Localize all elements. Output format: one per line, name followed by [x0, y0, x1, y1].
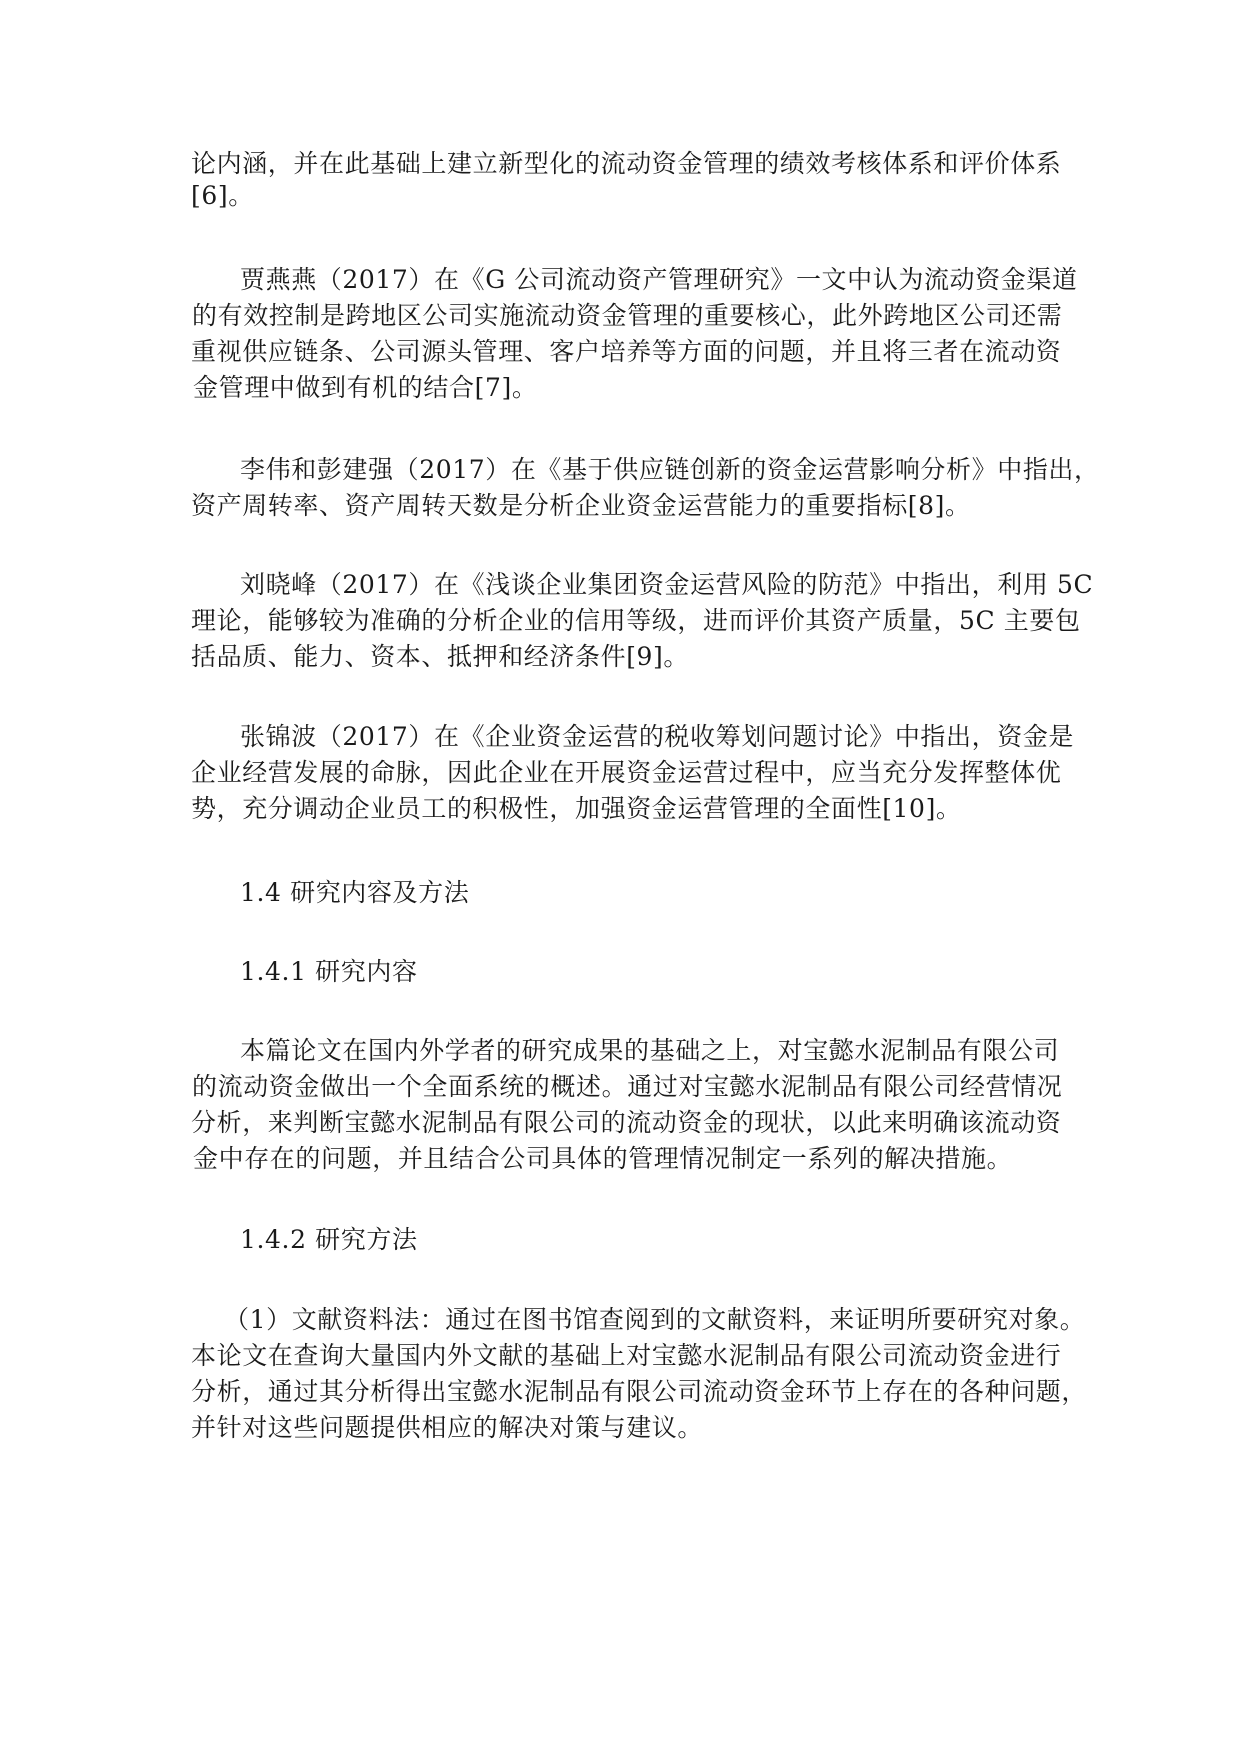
paragraph-line: 张锦波（2017）在《企业资金运营的税收筹划问题讨论》中指出，资金是	[240, 722, 1075, 751]
paragraph-line: 资产周转率、资产周转天数是分析企业资金运营能力的重要指标[8]。	[191, 491, 971, 520]
paragraph-line: 分析，来判断宝懿水泥制品有限公司的流动资金的现状，以此来明确该流动资	[191, 1108, 1062, 1137]
paragraph-line: 企业经营发展的命脉，因此企业在开展资金运营过程中，应当充分发挥整体优	[191, 758, 1062, 787]
paragraph-line: 金管理中做到有机的结合[7]。	[193, 373, 538, 402]
paragraph-line: 理论，能够较为准确的分析企业的信用等级，进而评价其资产质量，5C 主要包	[191, 606, 1081, 635]
paragraph-line: 本篇论文在国内外学者的研究成果的基础之上，对宝懿水泥制品有限公司	[240, 1036, 1060, 1065]
paragraph-line: 论内涵，并在此基础上建立新型化的流动资金管理的绩效考核体系和评价体系	[191, 149, 1062, 178]
paragraph-line: 贾燕燕（2017）在《G 公司流动资产管理研究》一文中认为流动资金渠道	[240, 265, 1078, 294]
paragraph-line: 势，充分调动企业员工的积极性，加强资金运营管理的全面性[10]。	[191, 794, 962, 823]
section-heading: 1.4 研究内容及方法	[240, 878, 470, 907]
paragraph-line: 并针对这些问题提供相应的解决对策与建议。	[191, 1413, 704, 1442]
paragraph-line: 李伟和彭建强（2017）在《基于供应链创新的资金运营影响分析》中指出，	[240, 455, 1100, 484]
subsection-heading: 1.4.1 研究内容	[240, 957, 418, 986]
paragraph-line: 括品质、能力、资本、抵押和经济条件[9]。	[191, 642, 690, 671]
subsection-heading: 1.4.2 研究方法	[240, 1225, 418, 1254]
paragraph-line: 的流动资金做出一个全面系统的概述。通过对宝懿水泥制品有限公司经营情况	[192, 1072, 1063, 1101]
list-item-line: （1）文献资料法：通过在图书馆查阅到的文献资料，来证明所要研究对象。	[224, 1305, 1086, 1334]
paragraph-line: [6]。	[191, 181, 254, 210]
paragraph-line: 重视供应链条、公司源头管理、客户培养等方面的问题，并且将三者在流动资	[191, 337, 1062, 366]
paragraph-line: 本论文在查询大量国内外文献的基础上对宝懿水泥制品有限公司流动资金进行	[191, 1341, 1062, 1370]
paragraph-line: 分析，通过其分析得出宝懿水泥制品有限公司流动资金环节上存在的各种问题，	[191, 1377, 1088, 1406]
paragraph-line: 的有效控制是跨地区公司实施流动资金管理的重要核心，此外跨地区公司还需	[192, 301, 1063, 330]
paragraph-line: 金中存在的问题，并且结合公司具体的管理情况制定一系列的解决措施。	[193, 1144, 1013, 1173]
paragraph-line: 刘晓峰（2017）在《浅谈企业集团资金运营风险的防范》中指出，利用 5C	[240, 570, 1094, 599]
